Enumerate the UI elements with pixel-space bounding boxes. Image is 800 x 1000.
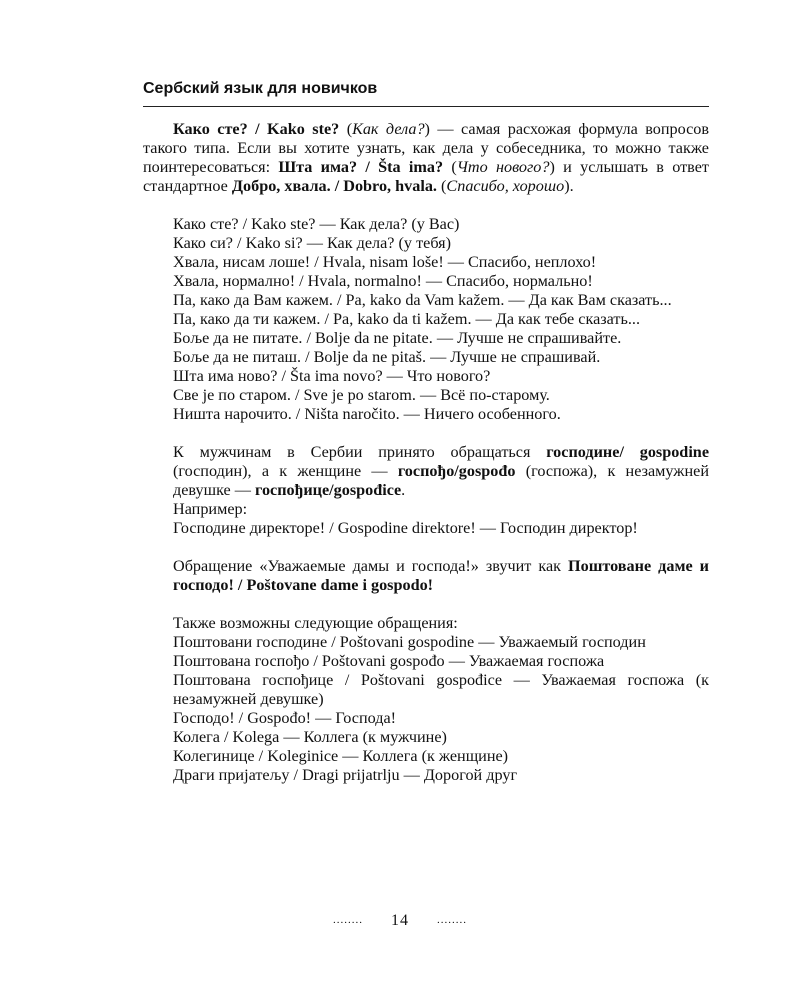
forms-section — [143, 614, 709, 785]
footer-dots-left: ........ — [333, 914, 363, 926]
italic-translation: Спасибо, хорошо — [446, 177, 565, 195]
greeting-section — [143, 557, 709, 595]
phrase-line: Па, како да Вам кажем. / Pa, kako da Vam kažem. — Да как Вам сказать... — [173, 291, 672, 309]
bold-term: Шта има? / Šta ima? — [278, 158, 444, 176]
greeting-paragraph: Обращение «Уважаемые дамы и господа!» звучит как Поштоване даме и господо! / Poštovane dame i gospodo! — [173, 557, 709, 594]
form-line: Господо! / Gospođo! — Господа! — [173, 709, 397, 727]
bold-term: Поштоване даме и господо! / Poštovane dame i gospodo! — [173, 557, 709, 594]
form-line: Драги пријатељу / Dragi prijatrlju — Дорогой друг — [173, 766, 518, 784]
bold-term: Добро, хвала. / Dobro, hvala. — [231, 177, 437, 195]
phrase-line: Све је по старом. / Sve je po starom. — Всё по-старому. — [173, 386, 550, 404]
bold-term: господине/ gospodine — [546, 443, 709, 461]
address-paragraph: К мужчинам в Сербии принято обращаться господине/ gospodine (господин), а к женщине — госпођо/gospođo (госпожа), к незамужней девушке — госпођице/gospođice. — [173, 443, 709, 499]
phrase-line: Боље да не питате. / Bolje da ne pitate. — Лучше не спрашивайте. — [173, 329, 622, 347]
phrase-line: Боље да не питаш. / Bolje da ne pitaš. — Лучше не спрашивай. — [173, 348, 601, 366]
forms-intro: Также возможны следующие обращения: — [173, 614, 458, 632]
bold-term: Како сте? / Kako ste? — [173, 120, 340, 138]
phrase-line: Шта има ново? / Šta ima novo? — Что нового? — [173, 367, 491, 385]
address-section — [143, 443, 709, 538]
phrase-line: Како сте? / Kako ste? — Как дела? (у Вас) — [173, 215, 460, 233]
running-header: Сербский язык для новичков — [143, 80, 378, 97]
phrase-line: Па, како да ти кажем. / Pa, kako da ti kažem. — Да как тебе сказать... — [173, 310, 641, 328]
header-divider — [143, 106, 709, 107]
form-line: Поштовани господине / Poštovani gospodine — Уважаемый господин — [173, 633, 646, 651]
bold-term: госпођице/gospođice — [255, 481, 402, 499]
example-label: Например: — [173, 500, 248, 518]
phrase-line: Хвала, нормално! / Hvala, normalno! — Спасибо, нормально! — [173, 272, 593, 290]
footer-dots-right: ........ — [437, 914, 467, 926]
form-line: Поштована госпођице / Poštovani gospođice — Уважаемая госпожа (к незамужней девушке) — [173, 671, 709, 708]
phrase-line: Хвала, нисам лоше! / Hvala, nisam loše! — Спасибо, неплохо! — [173, 253, 597, 271]
phrase-line: Како си? / Kako si? — Как дела? (у тебя) — [173, 234, 452, 252]
page-footer — [0, 910, 800, 931]
bold-term: госпођо/gospođo — [397, 462, 516, 480]
phrase-list — [143, 215, 709, 424]
page-body — [143, 120, 709, 785]
form-line: Поштована госпођо / Poštovani gospođo — Уважаемая госпожа — [173, 652, 605, 670]
italic-translation: Что нового? — [456, 158, 550, 176]
form-line: Колега / Kolega — Коллега (к мужчине) — [173, 728, 447, 746]
intro-paragraph: Како сте? / Kako ste? (Как дела?) — самая расхожая формула вопросов такого типа. Если вы хотите узнать, как дела у собеседника, то можно также поинтересоваться: Шта има? / Šta ima? (Что нового?) и услышать в ответ стандартное Добро, хвала. / Dobro, hvala. (Спасибо, хорошо). — [143, 120, 709, 195]
page-number: 14 — [391, 912, 409, 929]
italic-translation: Как дела? — [352, 120, 425, 138]
phrase-line: Ништа нарочито. / Ništa naročito. — Ничего особенного. — [173, 405, 561, 423]
form-line: Колегинице / Koleginice — Коллега (к женщине) — [173, 747, 509, 765]
example-line: Господине директоре! / Gospodine direktore! — Господин директор! — [173, 519, 638, 537]
